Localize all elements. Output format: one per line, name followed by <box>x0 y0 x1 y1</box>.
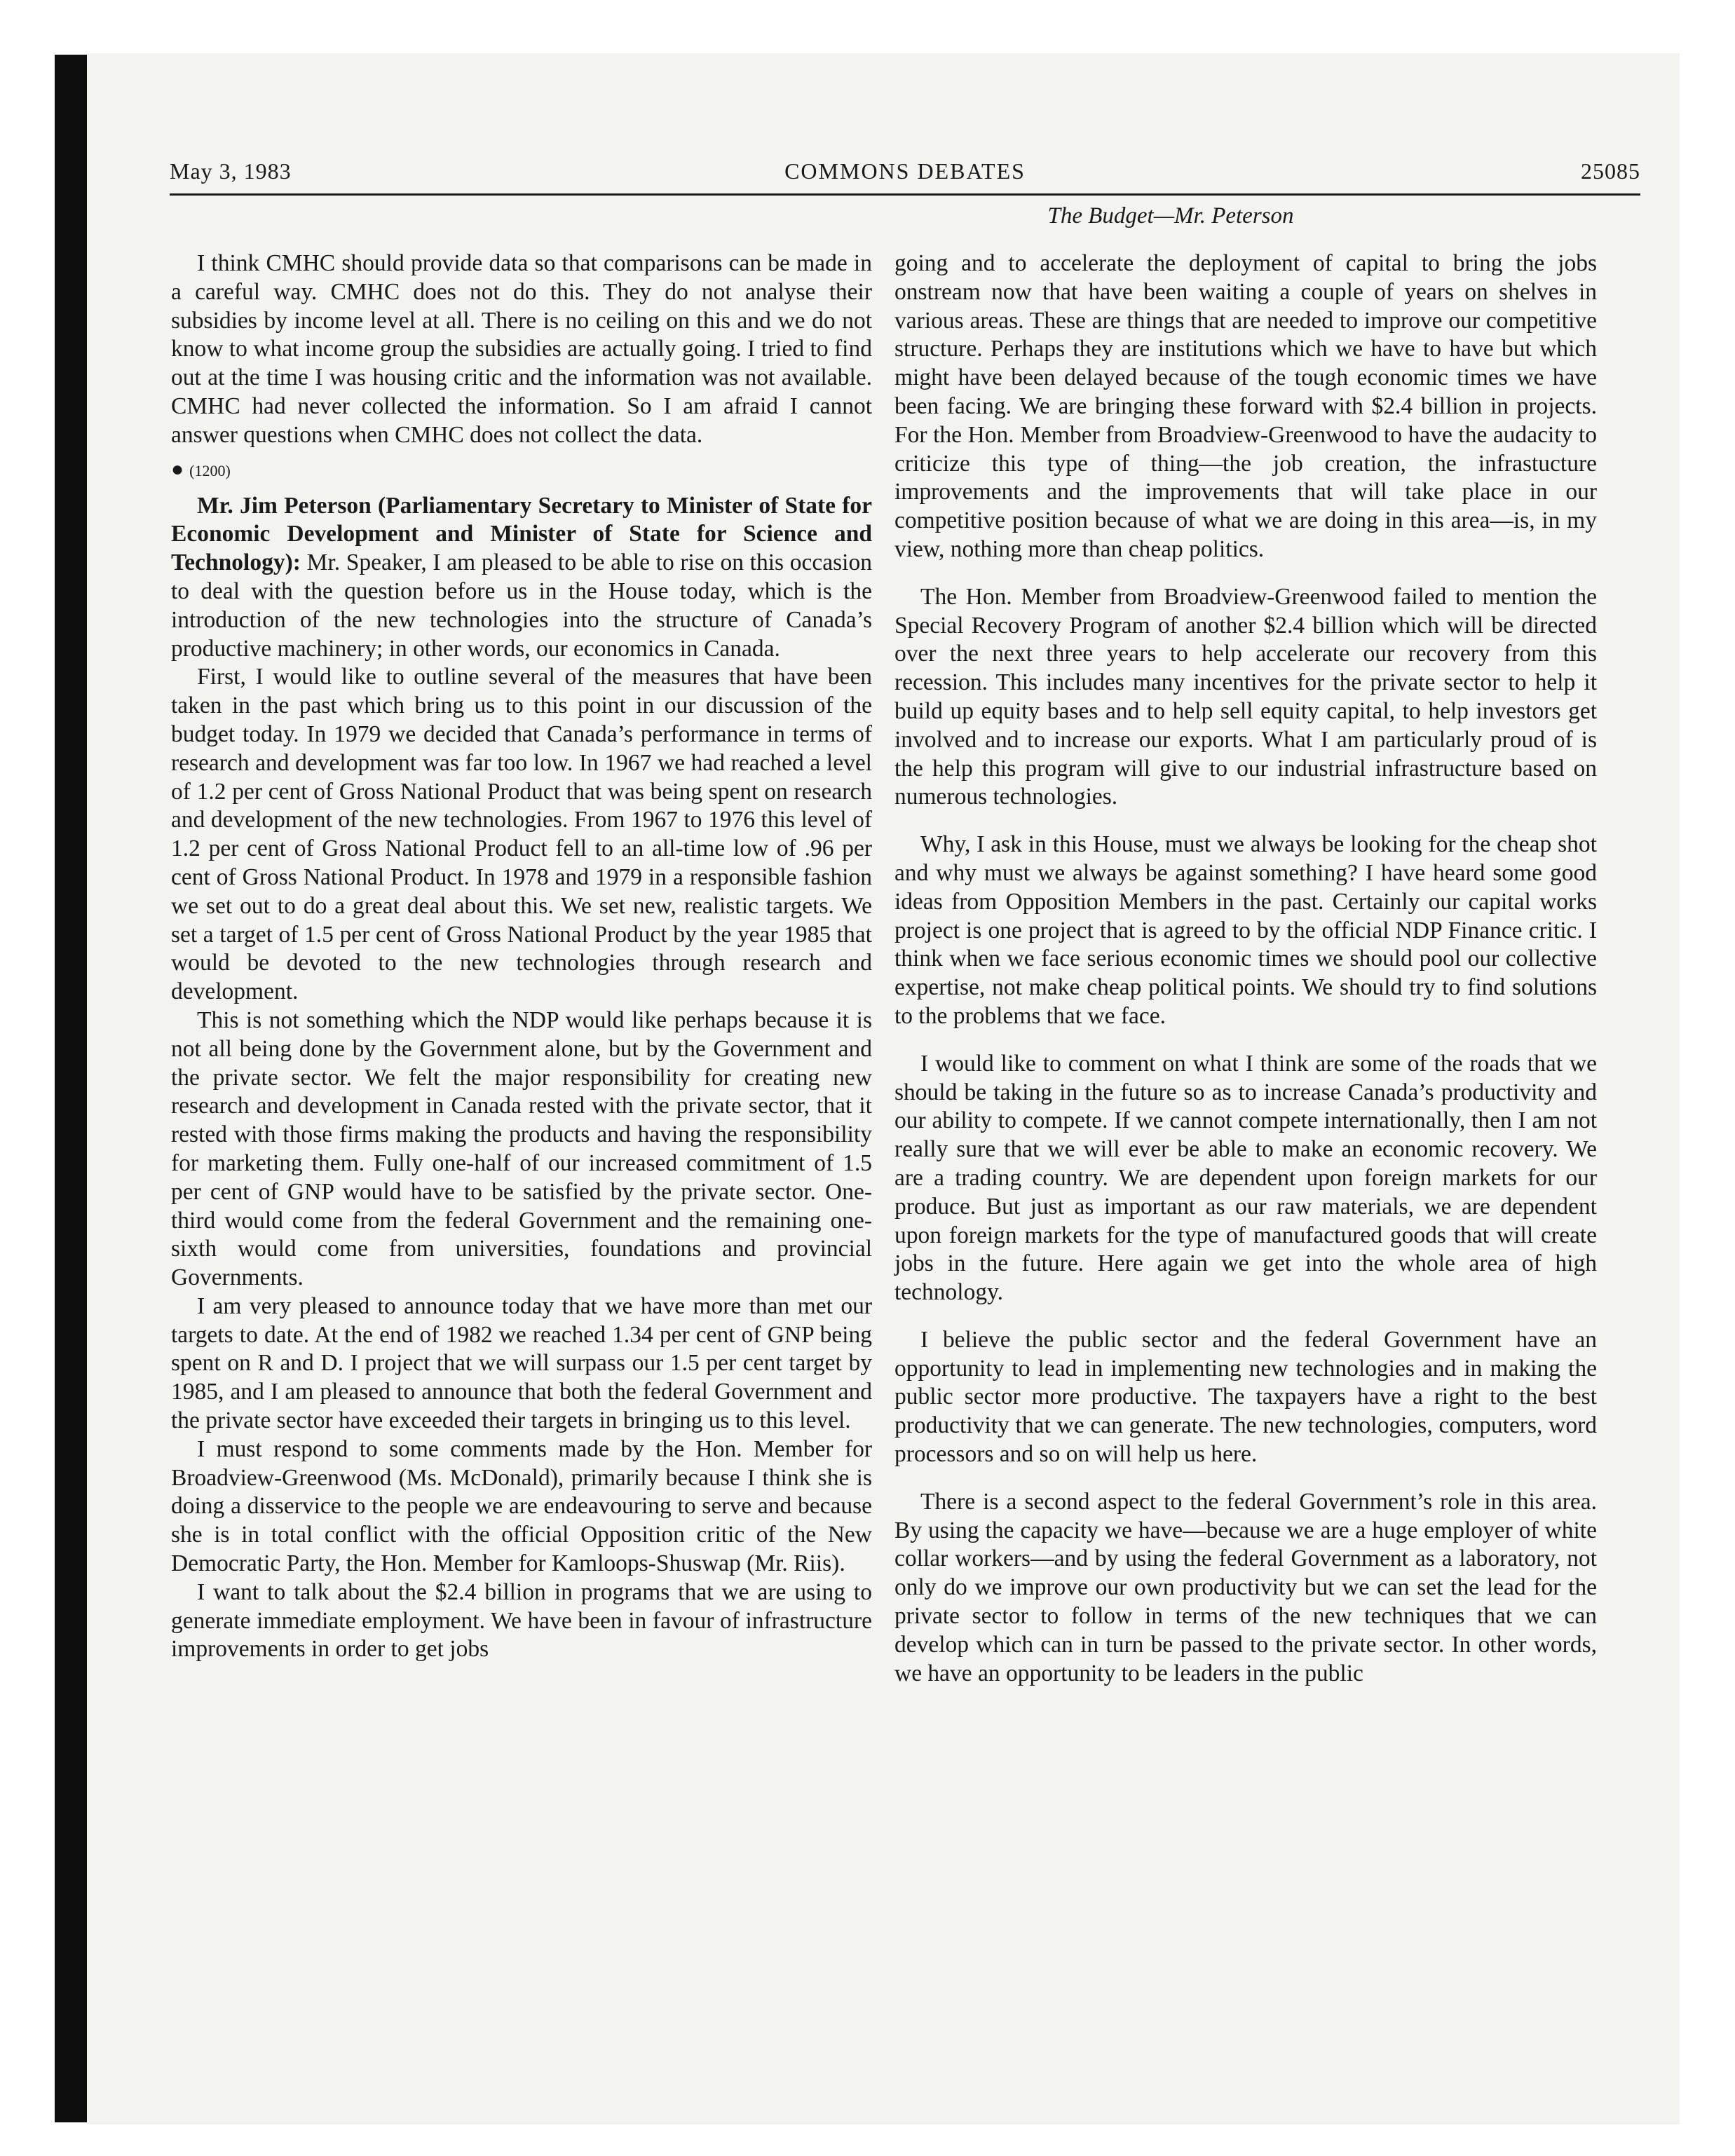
paragraph: There is a second aspect to the federal Government’s role in this area. By using the capacity we have—because we are a huge employer of white collar workers—and by using the federal Government as a laboratory, not only do we improve our own productivity but we can set the lead for the private sector to follow in terms of the new techniques that we can develop which can in turn be passed to the private sector. In other words, we have an opportunity to be leaders in the public <box>894 1488 1597 1686</box>
paragraph: I would like to comment on what I think are some of the roads that we should be taking in the future so as to increase Canada’s productivity and our ability to compete. If we cannot compete internationally, then I am not really sure that we will ever be able to make an economic recovery. We are a trading country. We are dependent upon foreign markets for our produce. But just as important as our raw materials, we are dependent upon foreign markets for the type of manufactured goods that will create jobs in the future. Here again we get into the whole area of high technology. <box>894 1050 1597 1306</box>
speaker-name: Mr. Jim Peterson (Parliamentary Secretary to Minister of State for Economic Development and Minister of State for Science and Technology): <box>171 492 872 576</box>
header-title: COMMONS DEBATES <box>784 158 1026 184</box>
timecode-marker <box>171 456 872 485</box>
paragraph: I am very pleased to announce today that we have more than met our targets to date. At the end of 1982 we reached 1.34 per cent of GNP being spent on R and D. I project that we will surpass our 1.5 per cent target by 1985, and I am pleased to announce that both the federal Government and the private sector have exceeded their targets in bringing us to this level. <box>171 1292 872 1434</box>
bullet-icon: ● <box>171 457 184 481</box>
paragraph: I must respond to some comments made by the Hon. Member for Broadview-Greenwood (Ms. McDonald), primarily because I think she is doing a disservice to the people we are endeavouring to serve and because she is in total conflict with the official Opposition critic of the New Democratic Party, the Hon. Member for Kamloops-Shuswap (Mr. Riis). <box>171 1435 872 1577</box>
timecode-text: (1200) <box>189 461 231 479</box>
paragraph: I believe the public sector and the federal Government have an opportunity to lead in implementing new technologies and in making the public sector more productive. The taxpayers have a right to the best productivity that we can generate. The new technologies, computers, word processors and so on will help us here. <box>894 1326 1597 1468</box>
running-head: The Budget—Mr. Peterson <box>1047 203 1294 228</box>
speech-paragraph <box>171 492 872 664</box>
paragraph: I think CMHC should provide data so that comparisons can be made in a careful way. CMHC does not do this. They do not analyse their subsidies by income level at all. There is no ceiling on this and we do not know to what income group the subsidies are actually going. I tried to find out at the time I was housing critic and the information was not available. CMHC had never collected the information. So I am afraid I cannot answer questions when CMHC does not collect the data. <box>171 250 872 448</box>
scan-border <box>55 55 87 2122</box>
header-date: May 3, 1983 <box>170 158 292 184</box>
paragraph: Why, I ask in this House, must we always be looking for the cheap shot and why must we always be against something? I have heard some good ideas from Opposition Members in the past. Certainly our capital works project is one project that is agreed to by the official NDP Finance critic. I think when we face serious economic times we should pool our collective expertise, not make cheap political points. We should try to find solutions to the problems that we face. <box>894 831 1597 1029</box>
right-column <box>894 250 1597 1688</box>
left-column <box>171 250 872 1664</box>
header-page-number: 25085 <box>1581 158 1640 184</box>
paragraph: going and to accelerate the deployment of capital to bring the jobs onstream now that have been waiting a couple of years on shelves in various areas. These are things that are needed to improve our competitive structure. Perhaps they are institutions which we have to have but which might have been delayed because of the tough economic times we have been facing. We are bringing these forward with $2.4 billion in projects. For the Hon. Member from Broadview-Greenwood to have the audacity to criticize this type of thing—the job creation, the infrastucture improvements and the improvements that will take place in our competitive position because of what we are doing in this area—is, in my view, nothing more than cheap politics. <box>894 250 1597 562</box>
paragraph: I want to talk about the $2.4 billion in programs that we are using to generate immediate employment. We have been in favour of infrastructure improvements in order to get jobs <box>171 1578 872 1663</box>
paragraph: First, I would like to outline several of the measures that have been taken in the past which bring us to this point in our discussion of the budget today. In 1979 we decided that Canada’s performance in terms of research and development was far too low. In 1967 we had reached a level of 1.2 per cent of Gross National Product that was being spent on research and development of the new technologies. From 1967 to 1976 this level of 1.2 per cent of Gross National Product fell to an all-time low of .96 per cent of Gross National Product. In 1978 and 1979 in a responsible fashion we set out to do a great deal about this. We set new, realistic targets. We set a target of 1.5 per cent of Gross National Product by the year 1985 that would be devoted to the new technologies through research and development. <box>171 664 872 1005</box>
speech-text: Mr. Speaker, I am pleased to be able to rise on this occasion to deal with the question before us in the House today, which is the introduction of the new technologies into the structure of Canada’s productive machinery; in other words, our economics in Canada. <box>171 550 872 662</box>
paragraph: The Hon. Member from Broadview-Greenwood failed to mention the Special Recovery Program of another $2.4 billion which will be directed over the next three years to help accelerate our recovery from this recession. This includes many incentives for the private sector to help it build up equity bases and to help sell equity capital, to help investors get involved and to increase our exports. What I am particularly proud of is the help this program will give to our industrial infrastructure based on numerous technologies. <box>894 583 1597 810</box>
paragraph: This is not something which the NDP would like perhaps because it is not all being done by the Government alone, but by the Government and the private sector. We felt the major responsibility for creating new research and development in Canada rested with the private sector, that it rested with those firms making the products and having the responsibility for marketing them. Fully one-half of our increased commitment of 1.5 per cent of GNP would have to be satisfied by the private sector. One-third would come from the federal Government and the remaining one-sixth would come from universities, foundations and provincial Governments. <box>171 1007 872 1291</box>
page-header <box>170 158 1640 196</box>
